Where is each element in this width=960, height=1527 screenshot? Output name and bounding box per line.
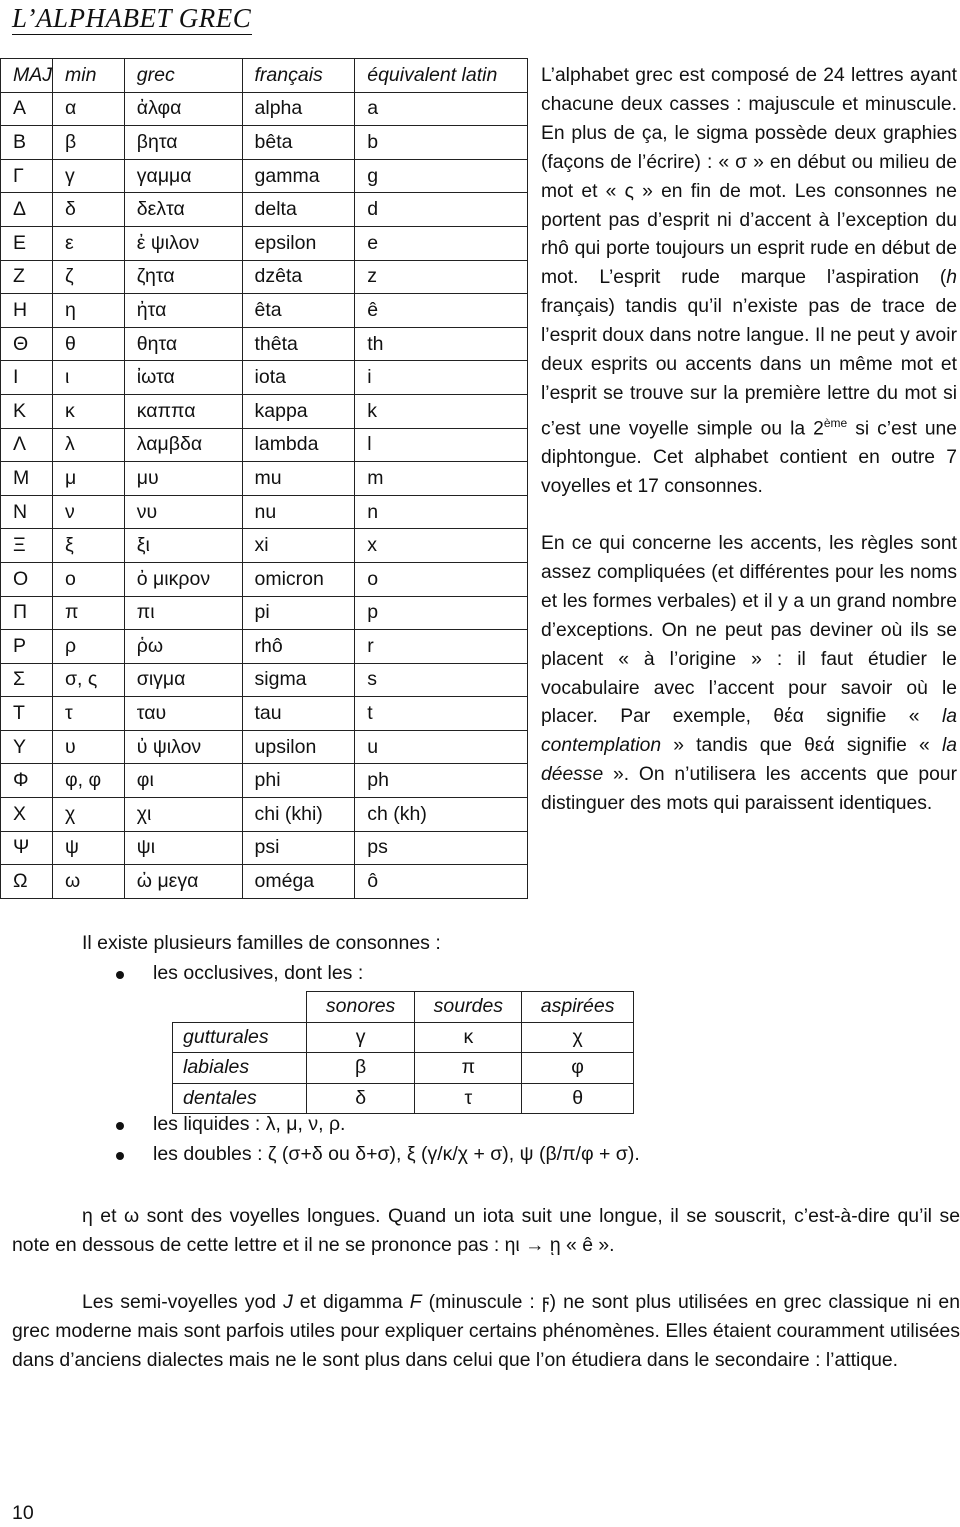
- cell-latin: b: [355, 126, 528, 160]
- cell-latin: r: [355, 630, 528, 664]
- cell-min: η: [53, 294, 125, 328]
- semi-vowels-note: [12, 1288, 960, 1374]
- alphabet-explanation: [541, 62, 957, 819]
- alphabet-row: [1, 193, 528, 227]
- occlusives-row: [173, 1083, 634, 1114]
- cell-min: υ: [53, 730, 125, 764]
- cell-grec: ζητα: [124, 260, 242, 294]
- cell-min: λ: [53, 428, 125, 462]
- cell-francais: nu: [242, 495, 355, 529]
- bullet-liquides: les liquides : λ, μ, ν, ρ.: [153, 1113, 346, 1135]
- cell-min: τ: [53, 697, 125, 731]
- cell-latin: ê: [355, 294, 528, 328]
- cell-min: ω: [53, 865, 125, 899]
- cell-grec: ὀ μικρον: [124, 562, 242, 596]
- cell-maj: Θ: [1, 327, 53, 361]
- cell-francais: phi: [242, 764, 355, 798]
- cell-min: β: [53, 126, 125, 160]
- cell-francais: kappa: [242, 394, 355, 428]
- occlusive-letter: θ: [522, 1083, 634, 1114]
- occlusive-letter: τ: [415, 1083, 522, 1114]
- cell-min: θ: [53, 327, 125, 361]
- cell-grec: σιγμα: [124, 663, 242, 697]
- cell-maj: Σ: [1, 663, 53, 697]
- occlusives-body: [173, 1022, 634, 1114]
- cell-grec: γαμμα: [124, 159, 242, 193]
- occlusive-letter: γ: [306, 1022, 415, 1053]
- cell-latin: th: [355, 327, 528, 361]
- cell-maj: Ω: [1, 865, 53, 899]
- cell-grec: ὐ ψιλον: [124, 730, 242, 764]
- cell-grec: ῥω: [124, 630, 242, 664]
- cell-latin: l: [355, 428, 528, 462]
- cell-maj: Π: [1, 596, 53, 630]
- cell-maj: Ν: [1, 495, 53, 529]
- cell-maj: Γ: [1, 159, 53, 193]
- superscript-eme: ème: [823, 415, 848, 430]
- emphasis-h: h: [946, 267, 957, 289]
- cell-latin: e: [355, 226, 528, 260]
- cell-grec: ὠ μεγα: [124, 865, 242, 899]
- cell-latin: ph: [355, 764, 528, 798]
- cell-min: ε: [53, 226, 125, 260]
- cell-grec: μυ: [124, 462, 242, 496]
- cell-francais: sigma: [242, 663, 355, 697]
- alphabet-row: [1, 663, 528, 697]
- cell-grec: ἀλφα: [124, 92, 242, 126]
- text-span: si c’est une diphtongue. Cet alphabet contient en outre 7 voyelles et 17 consonnes.: [541, 418, 958, 498]
- cell-grec: χι: [124, 798, 242, 832]
- page-number: 10: [12, 1502, 34, 1524]
- cell-francais: omicron: [242, 562, 355, 596]
- alphabet-row: [1, 529, 528, 563]
- occlusive-letter: χ: [522, 1022, 634, 1053]
- cell-maj: Ζ: [1, 260, 53, 294]
- cell-latin: n: [355, 495, 528, 529]
- occlusive-type: dentales: [173, 1083, 307, 1114]
- alphabet-row: [1, 495, 528, 529]
- alphabet-row: [1, 361, 528, 395]
- cell-maj: Τ: [1, 697, 53, 731]
- cell-maj: Χ: [1, 798, 53, 832]
- cell-latin: t: [355, 697, 528, 731]
- cell-francais: iota: [242, 361, 355, 395]
- occlusives-table: [172, 991, 634, 1114]
- cell-min: ξ: [53, 529, 125, 563]
- cell-latin: g: [355, 159, 528, 193]
- cell-latin: k: [355, 394, 528, 428]
- cell-latin: ps: [355, 831, 528, 865]
- consonant-families-intro: Il existe plusieurs familles de consonnes :: [82, 932, 441, 954]
- cell-grec: ἰωτα: [124, 361, 242, 395]
- cell-latin: m: [355, 462, 528, 496]
- cell-grec: βητα: [124, 126, 242, 160]
- cell-maj: Ψ: [1, 831, 53, 865]
- cell-maj: Λ: [1, 428, 53, 462]
- alphabet-header-row: [1, 59, 528, 93]
- cell-min: ο: [53, 562, 125, 596]
- cell-grec: δελτα: [124, 193, 242, 227]
- cell-grec: καππα: [124, 394, 242, 428]
- text-span: Les semi-voyelles yod: [82, 1291, 284, 1313]
- cell-latin: a: [355, 92, 528, 126]
- text-span: » tandis que θεά signifie «: [661, 735, 942, 757]
- header-sourdes: sourdes: [415, 992, 522, 1023]
- cell-francais: gamma: [242, 159, 355, 193]
- long-vowels-note: η et ω sont des voyelles longues. Quand un iota suit une longue, il se souscrit, c’est-à-dire qu’il se note en dessous de cette lettre et il ne se prononce pas : ηι → ῃ « ê ».: [12, 1205, 960, 1256]
- alphabet-row: [1, 327, 528, 361]
- cell-francais: êta: [242, 294, 355, 328]
- cell-min: γ: [53, 159, 125, 193]
- cell-maj: Υ: [1, 730, 53, 764]
- alphabet-row: [1, 865, 528, 899]
- cell-min: π: [53, 596, 125, 630]
- alphabet-row: [1, 159, 528, 193]
- cell-maj: Μ: [1, 462, 53, 496]
- cell-grec: λαμβδα: [124, 428, 242, 462]
- emphasis-f: F: [409, 1291, 422, 1313]
- cell-maj: Α: [1, 92, 53, 126]
- alphabet-row: [1, 226, 528, 260]
- cell-francais: psi: [242, 831, 355, 865]
- text-span: ». On n’utilisera les accents que pour distinguer des mots qui paraissent identiques.: [541, 764, 957, 815]
- explanation-paragraph-2: [541, 530, 957, 819]
- occlusive-type: gutturales: [173, 1022, 307, 1053]
- occlusives-corner: [173, 992, 307, 1023]
- cell-francais: xi: [242, 529, 355, 563]
- alphabet-body: [1, 92, 528, 898]
- cell-francais: lambda: [242, 428, 355, 462]
- cell-grec: νυ: [124, 495, 242, 529]
- cell-francais: oméga: [242, 865, 355, 899]
- alphabet-row: [1, 798, 528, 832]
- cell-francais: chi (khi): [242, 798, 355, 832]
- cell-francais: alpha: [242, 92, 355, 126]
- cell-maj: Ι: [1, 361, 53, 395]
- cell-maj: Κ: [1, 394, 53, 428]
- cell-grec: ἠτα: [124, 294, 242, 328]
- emphasis-deesse: la déesse: [541, 735, 957, 786]
- alphabet-row: [1, 92, 528, 126]
- header-francais: français: [242, 59, 355, 93]
- cell-maj: Ο: [1, 562, 53, 596]
- alphabet-row: [1, 562, 528, 596]
- cell-latin: z: [355, 260, 528, 294]
- alphabet-row: [1, 630, 528, 664]
- occlusives-row: [173, 1022, 634, 1053]
- cell-maj: Ε: [1, 226, 53, 260]
- alphabet-row: [1, 596, 528, 630]
- cell-latin: i: [355, 361, 528, 395]
- alphabet-row: [1, 831, 528, 865]
- text-span: (minuscule : ϝ) ne sont plus utilisées en grec classique ni en grec moderne mais sont parfois utiles pour expliquer certains phénomènes. Elles étaient couramment utilisées dans d’anciens dialectes mais ne le sont plus dans celui que l’on étudiera dans le secondaire : l’attique.: [12, 1291, 960, 1371]
- cell-maj: Φ: [1, 764, 53, 798]
- cell-latin: u: [355, 730, 528, 764]
- alphabet-row: [1, 764, 528, 798]
- cell-grec: ταυ: [124, 697, 242, 731]
- alphabet-table: [0, 58, 528, 899]
- cell-maj: Η: [1, 294, 53, 328]
- text-span: L’alphabet grec est composé de 24 lettres ayant chacune deux casses : majuscule et minuscule. En plus de ça, le sigma possède deux graphies (façons de l’écrire) : « σ » en début ou milieu de mot et « ς » en fin de mot. Les consonnes ne portent pas d’esprit ni d’accent à l’exception du rhô qui porte toujours un esprit rude en début de mot. L’esprit rude marque l’aspiration (: [541, 65, 957, 289]
- header-aspirees: aspirées: [522, 992, 634, 1023]
- cell-grec: θητα: [124, 327, 242, 361]
- cell-min: κ: [53, 394, 125, 428]
- cell-min: χ: [53, 798, 125, 832]
- cell-min: ι: [53, 361, 125, 395]
- cell-francais: dzêta: [242, 260, 355, 294]
- cell-francais: rhô: [242, 630, 355, 664]
- cell-latin: ch (kh): [355, 798, 528, 832]
- alphabet-row: [1, 462, 528, 496]
- cell-latin: x: [355, 529, 528, 563]
- cell-min: μ: [53, 462, 125, 496]
- text-span: français) tandis qu’il n’existe pas de trace de l’esprit doux dans notre langue. Il ne peut y avoir deux esprits ou accents dans un même mot et l’esprit se trouve sur la première lettre du mot si c’est une voyelle simple ou la 2: [541, 296, 957, 440]
- cell-maj: Ρ: [1, 630, 53, 664]
- occlusive-type: labiales: [173, 1053, 307, 1084]
- occlusive-letter: κ: [415, 1022, 522, 1053]
- cell-grec: ἐ ψιλον: [124, 226, 242, 260]
- cell-latin: d: [355, 193, 528, 227]
- cell-francais: mu: [242, 462, 355, 496]
- cell-grec: ξι: [124, 529, 242, 563]
- occlusive-letter: φ: [522, 1053, 634, 1084]
- cell-maj: Ξ: [1, 529, 53, 563]
- alphabet-row: [1, 126, 528, 160]
- cell-latin: p: [355, 596, 528, 630]
- alphabet-row: [1, 294, 528, 328]
- header-sonores: sonores: [306, 992, 415, 1023]
- cell-min: ψ: [53, 831, 125, 865]
- text-span: En ce qui concerne les accents, les règles sont assez compliquées (et différentes pour les noms et les formes verbales) et il y a un grand nombre d’exceptions. On ne peut pas deviner où ils se placent « à l’origine » : il faut étudier le vocabulaire avec l’accent pour savoir où le placer. Par exemple, θέα signifie «: [541, 533, 957, 728]
- cell-maj: Β: [1, 126, 53, 160]
- cell-francais: pi: [242, 596, 355, 630]
- alphabet-row: [1, 697, 528, 731]
- text-span: et digamma: [292, 1291, 410, 1313]
- cell-francais: bêta: [242, 126, 355, 160]
- cell-latin: ô: [355, 865, 528, 899]
- cell-grec: ψι: [124, 831, 242, 865]
- header-grec: grec: [124, 59, 242, 93]
- explanation-paragraph-1: [541, 62, 957, 502]
- cell-min: δ: [53, 193, 125, 227]
- cell-latin: o: [355, 562, 528, 596]
- cell-francais: delta: [242, 193, 355, 227]
- occlusive-letter: β: [306, 1053, 415, 1084]
- page-title: L’ALPHABET GREC: [12, 3, 252, 33]
- cell-latin: s: [355, 663, 528, 697]
- cell-francais: thêta: [242, 327, 355, 361]
- cell-francais: upsilon: [242, 730, 355, 764]
- occlusives-header-row: [173, 992, 634, 1023]
- occlusive-letter: π: [415, 1053, 522, 1084]
- alphabet-row: [1, 394, 528, 428]
- cell-grec: φι: [124, 764, 242, 798]
- bullet-occlusives: les occlusives, dont les :: [153, 962, 364, 984]
- alphabet-row: [1, 260, 528, 294]
- bullet-doubles: les doubles : ζ (σ+δ ou δ+σ), ξ (γ/κ/χ + σ), ψ (β/π/φ + σ).: [153, 1143, 640, 1165]
- header-maj: MAJ: [1, 59, 53, 93]
- cell-min: α: [53, 92, 125, 126]
- cell-min: σ, ς: [53, 663, 125, 697]
- header-min: min: [53, 59, 125, 93]
- occlusive-letter: δ: [306, 1083, 415, 1114]
- cell-grec: πι: [124, 596, 242, 630]
- cell-francais: tau: [242, 697, 355, 731]
- cell-min: ρ: [53, 630, 125, 664]
- cell-min: φ, φ: [53, 764, 125, 798]
- cell-min: ζ: [53, 260, 125, 294]
- cell-francais: epsilon: [242, 226, 355, 260]
- cell-min: ν: [53, 495, 125, 529]
- emphasis-contemplation: la contemplation: [541, 706, 957, 757]
- header-latin: équivalent latin: [355, 59, 528, 93]
- alphabet-row: [1, 730, 528, 764]
- cell-maj: Δ: [1, 193, 53, 227]
- alphabet-row: [1, 428, 528, 462]
- occlusives-row: [173, 1053, 634, 1084]
- emphasis-j: J: [283, 1291, 293, 1313]
